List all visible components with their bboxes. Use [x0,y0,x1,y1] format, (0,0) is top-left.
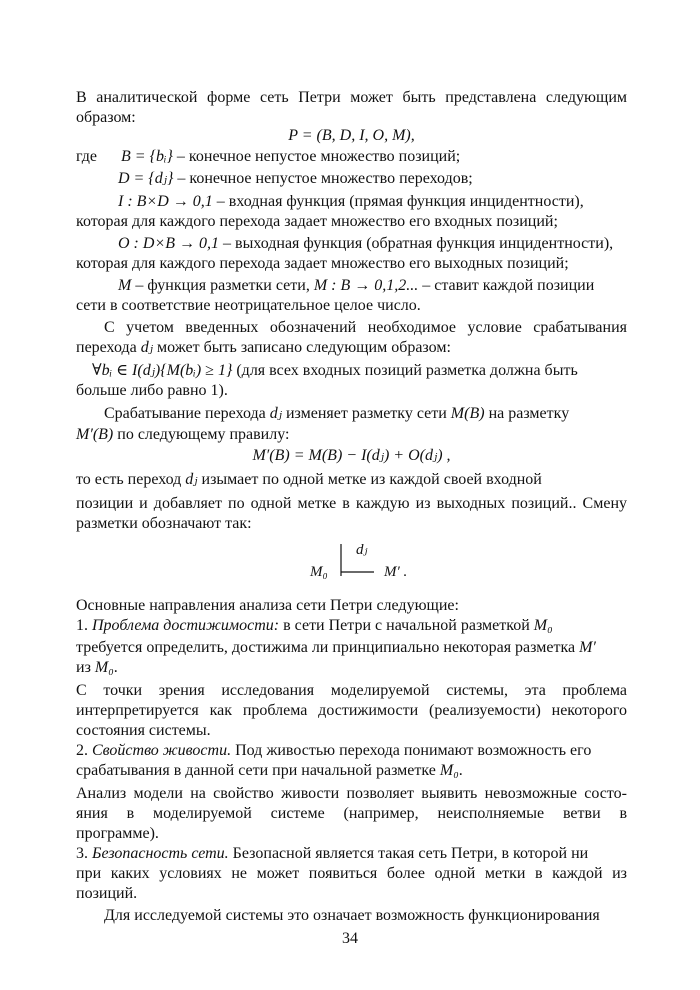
problem-title: Свойство живости. [92,742,232,759]
page-number: 34 [342,930,358,947]
math-dj: dⱼ [269,405,282,422]
text-fragment: из [76,659,95,676]
formula-marking-change: M′(B) = M(B) − I(dⱼ) + O(dⱼ) , [252,447,451,464]
definition-text: – ставит каждой позиции [418,277,595,294]
definition-i [118,192,627,212]
text-line: программе). [76,825,159,842]
math-m: M [118,277,132,294]
problem-3-line [76,844,627,864]
text-fragment: (для всех входных позиций разметка должна быть [232,362,578,379]
where-word: где [76,148,98,165]
definition-text: – конечное непустое множество переходов; [173,170,473,187]
definition-d [118,169,669,189]
text-line: сети в соответствие неотрицательное целое число. [76,297,421,314]
text-line: С точки зрения исследования моделируемой системы, эта проблема [76,682,627,699]
text-line: Для исследуемой системы это означает возможность функционирования [104,907,600,924]
transition-label: dⱼ [356,542,368,558]
text-line: образом: [76,109,136,126]
text-line: разметки обозначают так: [76,515,252,532]
problem-1-line [76,616,627,636]
text-line: которая для каждого перехода задает множество его входных позиций; [76,213,558,230]
definition-m [118,276,627,296]
text-line: при каких условиях не может появиться более одной метки в каждой из [76,865,627,882]
list-number: 1. [76,617,92,634]
list-number: 3. [76,845,92,862]
math-m0: M₀ [533,617,553,634]
condition-formula-line [92,361,627,381]
math-d: D = {dⱼ} [118,170,174,187]
text-line: Анализ модели на свойство живости позволяет выявить невозможные состо- [76,785,627,802]
formula-petri-net: P = (B, D, I, O, M), [288,127,415,144]
math-dj: dⱼ [185,471,198,488]
text-line: яния в моделируемой системе (например, неисполняемые ветви в [76,805,627,822]
text-fragment: . [113,659,118,676]
text-line [104,404,627,424]
text-fragment: перехода [76,339,141,356]
math-mb-prime: M′(B) [76,426,114,443]
initial-marking-label: M₀ [310,564,328,580]
math-m-map: M : B → 0,1,2... [313,277,419,294]
math-i: I : B×D → 0,1 [118,193,213,210]
list-number: 2. [76,742,92,759]
math-m0: M₀ [94,659,114,676]
text-line [76,470,627,490]
definition-text: – выходная функция (обратная функция инцидентности), [219,235,614,252]
text-fragment: может быть записано следующим образом: [152,339,451,356]
text-line: позиции и добавляет по одной метке в каждую из выходных позиций.. Смену [76,495,627,512]
text-fragment: Срабатывание перехода [104,405,270,422]
text-fragment: требуется определить, достижима ли принципиально некоторая разметка [76,639,580,656]
text-line [76,658,627,678]
math-dj: dⱼ [140,339,153,356]
problem-title: Проблема достижимости: [92,617,280,634]
text-line [76,425,627,445]
text-fragment: изымает по одной метке из каждой своей входной [197,471,542,488]
text-fragment: срабатывания в данной сети при начальной разметке [76,762,440,779]
math-o: O : D×B → 0,1 [118,235,220,252]
text-line: В аналитической форме сеть Петри может быть представлена следующим [76,89,627,106]
problem-2-line [76,741,627,761]
text-line: которая для каждого перехода задает множество его выходных позиций; [76,255,569,272]
text-fragment: Безопасной является такая сеть Петри, в которой ни [228,845,589,862]
definition-o [118,234,627,254]
math-m-prime: M′ [579,639,596,656]
text-line: Основные направления анализа сети Петри следующие: [76,597,459,614]
text-line: позиций. [76,885,138,902]
definition-text: – конечное непустое множество позиций; [172,148,461,165]
text-fragment: Под живостью перехода понимают возможность его [231,742,592,759]
text-line: интерпретируется как проблема достижимости (реализуемости) некоторого [76,702,627,719]
math-condition: ∀bᵢ ∈ I(dⱼ){M(bᵢ) ≥ 1} [92,362,233,379]
math-mb: M(B) [450,405,485,422]
math-m0: M₀ [439,762,459,779]
text-fragment: то есть переход [76,471,186,488]
definition-text: – функция разметки сети, [131,277,314,294]
text-fragment: изменяет разметку сети [281,405,451,422]
text-line: С учетом введенных обозначений необходимое условие срабатывания [104,319,627,336]
text-fragment: . [458,762,463,779]
problem-title: Безопасность сети. [92,845,229,862]
transition-arrow-figure [300,536,430,586]
result-marking-label: M′ . [384,564,408,580]
text-fragment: в сети Петри с начальной разметкой [279,617,534,634]
text-line [76,761,627,781]
text-line [76,338,627,358]
definition-text: – входная функция (прямая функция инцидентности), [212,193,584,210]
text-line: больше либо равно 1). [76,382,228,399]
text-line: состояния системы. [76,722,211,739]
text-fragment: на разметку [484,405,570,422]
arrow-symbol [338,544,378,578]
text-line [76,638,627,658]
text-fragment: по следующему правилу: [113,426,290,443]
definition-b [76,147,627,167]
math-b: B = {bᵢ} [121,148,173,165]
